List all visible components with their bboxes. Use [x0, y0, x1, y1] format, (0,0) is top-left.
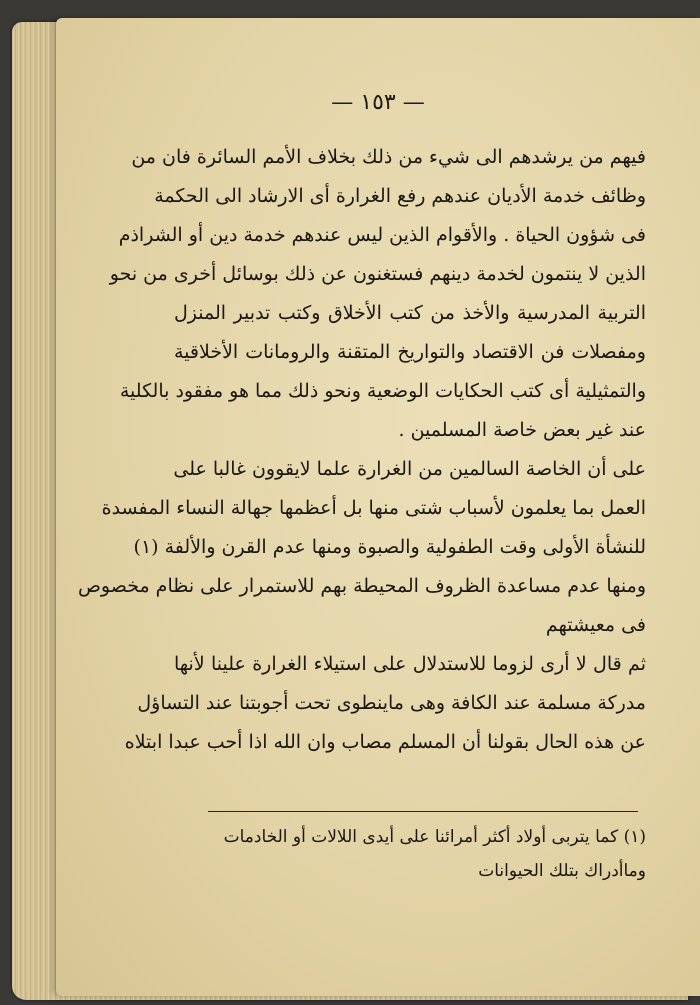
text-line: وظائف خدمة الأديان عندهم رفع الغرارة أى الارشاد الى الحكمة — [154, 185, 646, 207]
text-line: العمل بما يعلمون لأسباب شتى منها بل أعظمها جهالة النساء المفسدة — [101, 497, 646, 519]
body-text — [77, 138, 646, 762]
footnote-divider — [208, 811, 638, 812]
text-line: ومفصلات فن الاقتصاد والتواريخ المتقنة والرومانات الأخلاقية — [174, 341, 646, 363]
text-line: التربية المدرسية والأخذ من كتب الأخلاق وكتب تدبير المنزل — [174, 302, 646, 324]
text-line: ومنها عدم مساعدة الظروف المحيطة بهم للاستمرار على نظام مخصوص — [77, 575, 646, 597]
text-line: والتمثيلية أى كتب الحكايات الوضعية ونحو ذلك مما هو مفقود بالكلية — [119, 380, 646, 402]
footnote-line: وماأدراك بتلك الحيوانات — [478, 861, 646, 881]
text-line: مدركة مسلمة عند الكافة وهى ماينطوى تحت أجوبتنا عند التساؤل — [137, 692, 646, 714]
text-line: الذين لا ينتمون لخدمة دينهم فستغنون عن ذلك بوسائل أخرى من نحو — [109, 263, 646, 285]
footnotes — [174, 820, 646, 888]
text-line: فيهم من يرشدهم الى شيء من ذلك بخلاف الأمم السائرة فان من — [131, 146, 646, 168]
text-line: للنشأة الأولى وقت الطفولية والصبوة ومنها عدم القرن والألفة (١) — [133, 536, 646, 558]
text-line: فى معيشتهم — [545, 614, 646, 636]
text-line: ثم قال لا أرى لزوما للاستدلال على استيلاء الغرارة علينا لأنها — [174, 653, 646, 675]
text-line: على أن الخاصة السالمين من الغرارة علما لايقوون غالبا على — [173, 458, 646, 480]
footnote-line: (١) كما يتربى أولاد أكثر أمرائنا على أيدى اللالات أو الخادمات — [223, 827, 646, 847]
text-line: فى شؤون الحياة . والأقوام الذين ليس عندهم خدمة دين أو الشراذم — [118, 224, 646, 246]
text-line: عن هذه الحال بقولنا أن المسلم مصاب وان الله اذا أحب عبدا ابتلاه — [124, 731, 646, 753]
page-number: — ١٥٣ — — [331, 90, 425, 115]
text-line: عند غير بعض خاصة المسلمين . — [398, 419, 646, 441]
